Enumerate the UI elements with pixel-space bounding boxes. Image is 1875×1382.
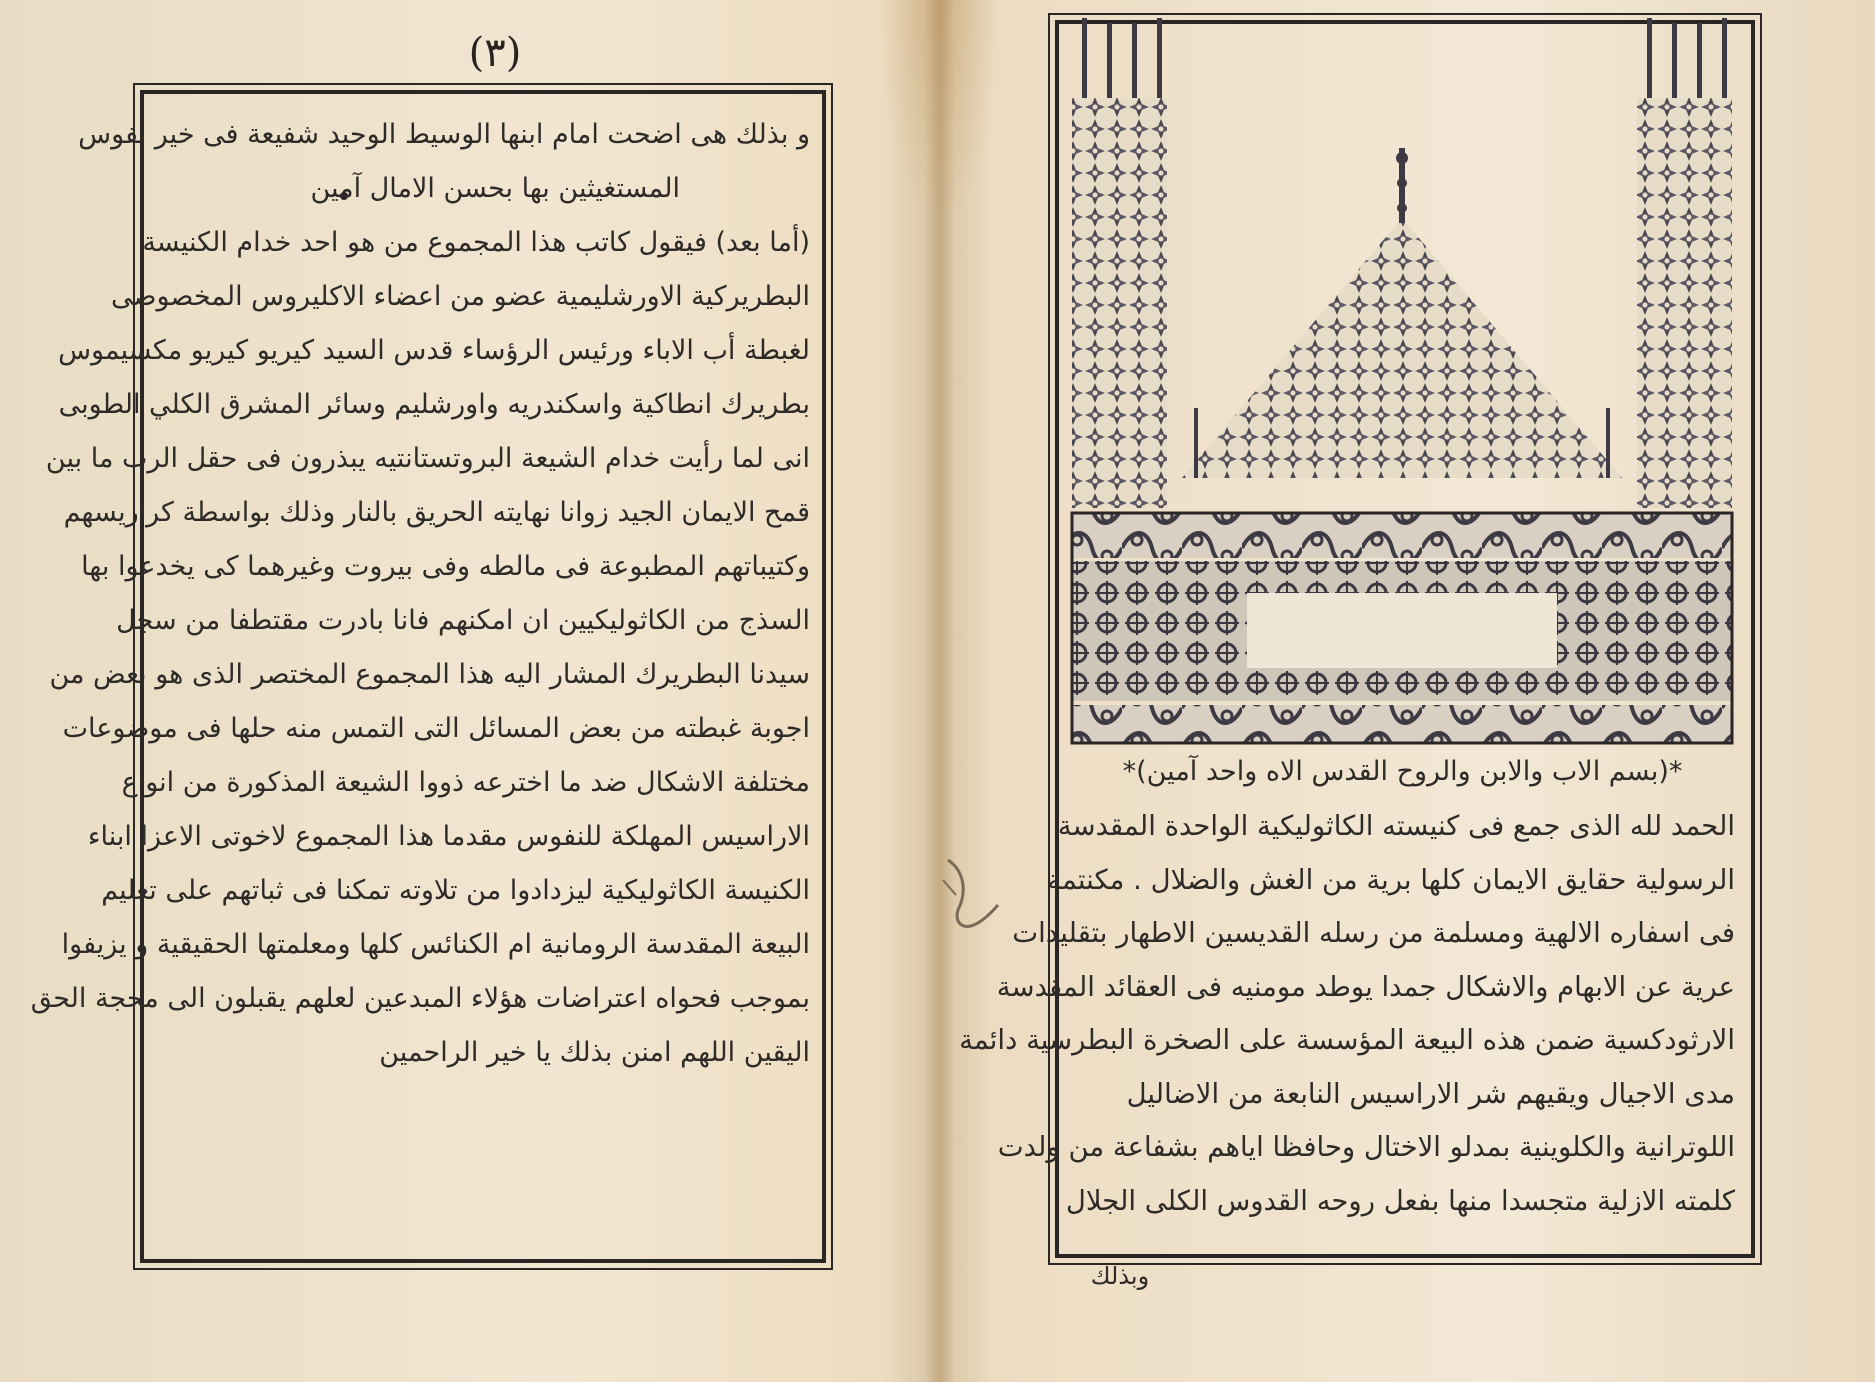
right-page-text xyxy=(959,800,1735,1228)
text-line: المستغيثين بها بحسن الامال آمين xyxy=(310,173,680,204)
catchword: وبذلك xyxy=(1090,1262,1150,1290)
text-line: اللوترانية والكلوينية بمدلو الاختال وحافظا اياهم بشفاعة من ولدت xyxy=(997,1131,1735,1163)
text-line: الاراسيس المهلكة للنفوس مقدما هذا المجموع لاخوتى الاعزا ابناء xyxy=(87,821,810,852)
page-tear-mark xyxy=(938,850,1013,960)
text-line: اجوبة غبطته من بعض المسائل التى التمس منه حلها فى موضوعات xyxy=(62,713,810,744)
text-line: الكنيسة الكاثوليكية ليزدادوا من تلاوته تمكنا فى ثباتهم على تعليم xyxy=(101,875,810,906)
text-line: سيدنا البطريرك المشار اليه هذا المجموع المختصر الذى هو بعض من xyxy=(49,659,810,690)
invocation-line: *(بسم الاب والابن والروح القدس الاه واحد آمين)* xyxy=(1122,756,1683,787)
text-line: البيعة المقدسة الرومانية ام الكنائس كلها ومعلمتها الحقيقية و يزيفوا xyxy=(61,929,810,960)
text-line: عرية عن الابهام والاشكال جمدا يوطد مومنيه فى العقائد المقدسة xyxy=(996,970,1735,1003)
text-line: و بذلك هى اضحت امام ابنها الوسيط الوحيد شفيعة فى خير نفوس xyxy=(78,119,810,150)
text-line: وكتيباتهم المطبوعة فى مالطه وفى بيروت وغيرهما كى يخدعوا بها xyxy=(81,551,810,582)
text-line: الارثودكسية ضمن هذه البيعة المؤسسة على الصخرة البطرسية دائمة xyxy=(959,1024,1735,1056)
text-line: البطريركية الاورشليمية عضو من اعضاء الاكليروس المخصوصى xyxy=(111,281,810,312)
ornamental-headpiece xyxy=(1062,8,1742,748)
text-line: لغبطة أب الاباء ورئيس الرؤساء قدس السيد كيريو كيريو مكسيموس xyxy=(58,335,810,366)
left-page-text xyxy=(30,108,810,1080)
book-gutter xyxy=(925,0,955,1382)
text-line: قمح الايمان الجيد زوانا نهايته الحريق بالنار وذلك بواسطة كراريسهم xyxy=(63,497,810,528)
text-line: انى لما رأيت خدام الشيعة البروتستانتيه يبذرون فى حقل الرب ما بين xyxy=(45,443,810,474)
page-number: (٣) xyxy=(468,30,522,76)
text-line: كلمته الازلية متجسدا منها بفعل روحه القدوس الكلى الجلال xyxy=(1065,1184,1735,1217)
text-line: اليقين اللهم امنن بذلك يا خير الراحمين xyxy=(379,1037,810,1068)
text-line: بطريرك انطاكية واسكندريه واورشليم وسائر المشرق الكلي الطوبى xyxy=(58,389,810,420)
text-line: (أما بعد) فيقول كاتب هذا المجموع من هو احد خدام الكنيسة xyxy=(142,227,810,258)
text-line: الحمد لله الذى جمع فى كنيسته الكاثوليكية الواحدة المقدسة xyxy=(1057,810,1735,842)
text-line: الرسولية حقايق الايمان كلها برية من الغش والضلال . مكنتمة xyxy=(1047,863,1735,896)
text-line: مدى الاجيال ويقيهم شر الاراسيس النابعة من الاضاليل xyxy=(1126,1077,1735,1110)
text-line: بموجب فحواه اعتراضات هؤلاء المبدعين لعلهم يقبلون الى محجة الحق xyxy=(30,983,810,1014)
text-line: السذج من الكاثوليكيين ان امكنهم فانا بادرت مقتطفا من سجل xyxy=(116,605,810,636)
text-line: فى اسفاره الالهية ومسلمة من رسله القديسين الاطهار بتقليدات xyxy=(1012,917,1735,949)
text-line: مختلفة الاشكال ضد ما اخترعه ذووا الشيعة المذكورة من انواع xyxy=(121,767,810,798)
